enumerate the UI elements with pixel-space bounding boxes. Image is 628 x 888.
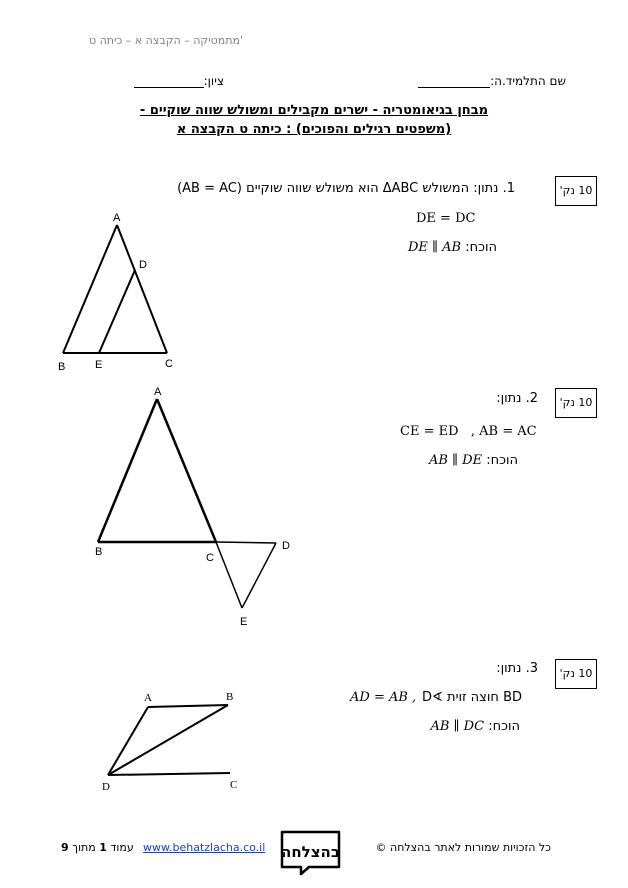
q1-prove-statement: DE ∥ AB [407, 240, 462, 255]
q2-segment-ce [216, 542, 242, 608]
q2-label-b: B [95, 546, 103, 558]
q1-prove-label: הוכח: [465, 240, 497, 255]
q2-given [496, 391, 538, 406]
q3-prove-statement: AB ∥ DC [430, 719, 485, 734]
q2-label-d: D [282, 540, 290, 552]
q2-label-a: A [154, 386, 162, 398]
page-word: עמוד [110, 841, 134, 854]
page-subtitle: (משפטים רגילים והפוכים) : כיתה ט הקבצה א [176, 122, 452, 137]
q3-given [496, 661, 538, 676]
q1-prove [408, 240, 497, 255]
copyright-text: כל הזכויות שמורות לאתר בהצלחה © [375, 841, 551, 854]
q1-given-text: המשולש ΔABC הוא משולש שווה שוקיים (AB = AC) [177, 181, 470, 196]
q1-diagram [50, 205, 190, 375]
q2-segment-cd [216, 542, 276, 543]
q1-given-label: נתון: [473, 181, 499, 196]
q3-prove-label: הוכח: [488, 719, 520, 734]
q3-given-part2: BD חוצה זוית ∢D [422, 690, 522, 705]
q1-segment-de [99, 270, 135, 353]
q1-given [177, 181, 515, 196]
q1-label-c: C [165, 358, 173, 370]
q3-segment-dc [108, 773, 230, 775]
q3-segment-ab [148, 705, 228, 707]
q1-points-box: 10 נק' [555, 176, 597, 206]
student-name-field [418, 74, 566, 88]
q3-label-b: B [226, 691, 234, 703]
q2-number: 2. [525, 391, 538, 406]
q3-diagram [90, 685, 260, 805]
q1-given-line2: DE = DC [416, 211, 476, 226]
q1-label-b: B [58, 361, 66, 373]
q2-prove-statement: AB ∥ DE [428, 453, 483, 468]
page-current: 1 [99, 841, 107, 854]
q3-given-label: נתון: [496, 661, 522, 676]
q2-label-e: E [240, 616, 248, 628]
q3-given-part1: AD = AB , [350, 690, 417, 705]
q1-segment-ac [117, 225, 167, 353]
q2-prove-label: הוכח: [486, 453, 518, 468]
q2-segment-ab [98, 399, 157, 542]
page-total: 9 [61, 841, 69, 854]
course-header: מתמטיקה – הקבצה א – כיתה ט' [88, 34, 243, 47]
q2-diagram [90, 380, 310, 630]
q2-given-line1: CE = ED , AB = AC [400, 424, 537, 439]
q3-label-d: D [102, 781, 110, 793]
q2-label-c: C [206, 552, 214, 564]
q2-prove [429, 453, 518, 468]
q3-number: 3. [525, 661, 538, 676]
student-name-blank [418, 87, 490, 88]
grade-blank [134, 87, 204, 88]
student-name-label: שם התלמיד.ה: [490, 74, 566, 88]
q3-segment-ad [108, 707, 148, 775]
q1-segment-ab [63, 225, 117, 353]
q2-segment-de [242, 543, 276, 608]
q1-number: 1. [502, 181, 515, 196]
q3-segment-bd [108, 705, 228, 775]
q2-given-label: נתון: [496, 391, 522, 406]
behatzlacha-logo [279, 829, 342, 876]
grade-label: ציון: [203, 74, 224, 88]
q1-label-d: D [139, 259, 147, 271]
logo-text: בהצלחה [281, 843, 340, 861]
website-link[interactable]: www.behatzlacha.co.il [143, 841, 266, 854]
q2-segment-ac [157, 399, 216, 542]
q3-label-a: A [144, 692, 152, 704]
q3-label-c: C [230, 779, 238, 791]
q3-prove [430, 719, 520, 734]
grade-field [134, 74, 224, 88]
q2-points-box: 10 נק' [555, 388, 597, 418]
page-of-word: מתוך [72, 841, 96, 854]
q1-label-a: A [113, 212, 121, 224]
page-title: מבחן בגיאומטריה - ישרים מקבילים ומשולש שווה שוקיים - [139, 103, 489, 118]
q1-label-e: E [95, 359, 103, 371]
q3-points-box: 10 נק' [555, 659, 597, 689]
page-number [61, 841, 134, 854]
